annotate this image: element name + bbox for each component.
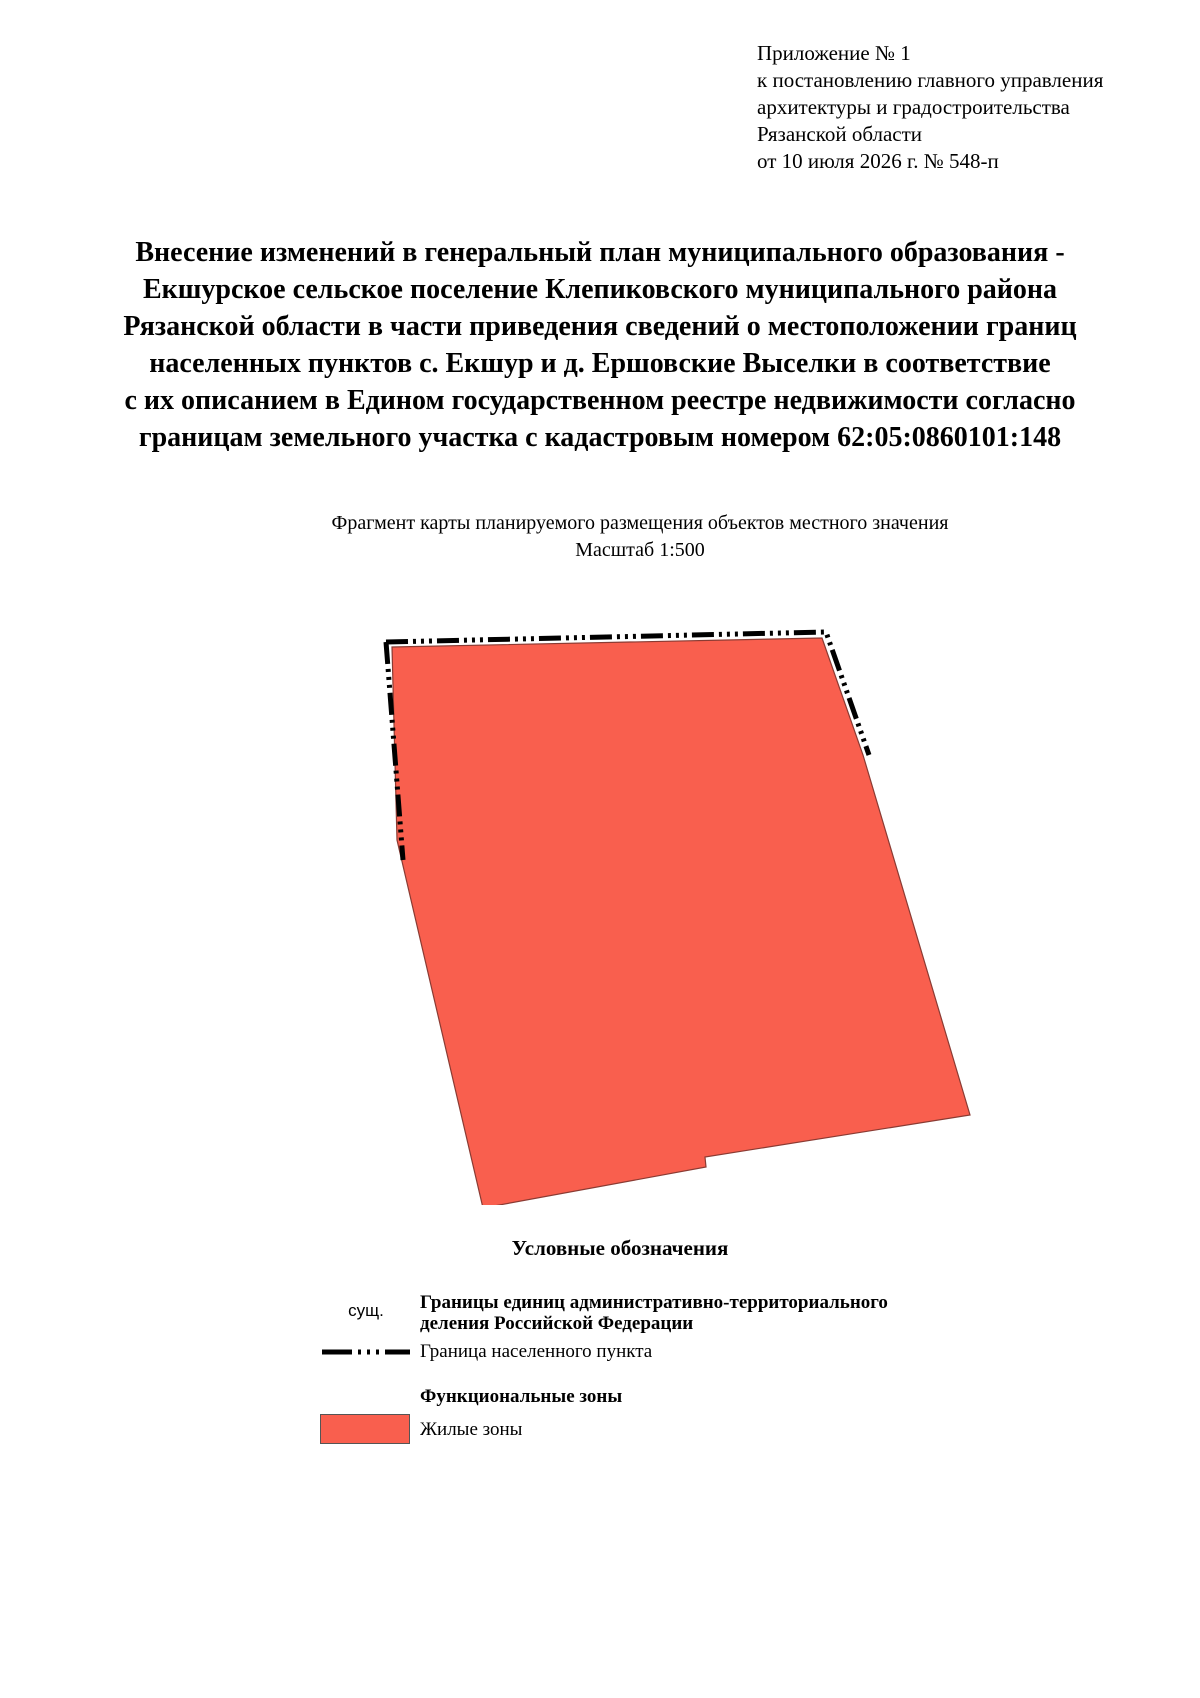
admin-boundary-label-line: деления Российской Федерации <box>420 1313 694 1334</box>
title-line: с их описанием в Едином государственном реестре недвижимости согласно <box>124 385 1076 416</box>
legend-item-settlement-boundary <box>320 1340 1020 1370</box>
legend-zones-header-row <box>320 1386 1020 1416</box>
legend-title: Условные обозначения <box>511 1236 729 1260</box>
settlement-boundary-label: Граница населенного пункта <box>420 1341 653 1362</box>
appendix-line: от 10 июля 2026 г. № 548-п <box>757 149 999 173</box>
title-line: Рязанской области в части приведения сведений о местоположении границ <box>123 311 1077 342</box>
legend-item-residential <box>320 1414 1020 1446</box>
appendix-line: Приложение № 1 <box>757 41 911 65</box>
appendix-line: Рязанской области <box>757 122 923 146</box>
settlement-boundary-symbol <box>320 1340 412 1364</box>
admin-boundary-symbol: сущ. <box>348 1301 384 1320</box>
map-fragment <box>370 615 980 1205</box>
title-line: Внесение изменений в генеральный план муниципального образования - <box>135 237 1065 268</box>
admin-boundary-label-line: Границы единиц административно-территориального <box>420 1292 888 1313</box>
map-caption <box>200 510 1080 564</box>
title-line: границам земельного участка с кадастровым номером 62:05:0860101:148 <box>138 422 1062 453</box>
admin-boundary-label <box>420 1292 888 1334</box>
residential-zone-swatch <box>320 1414 410 1444</box>
title-line: Екшурское сельское поселение Клепиковского муниципального района <box>142 274 1058 305</box>
appendix-line: к постановлению главного управления <box>757 68 1104 92</box>
title-line: населенных пунктов с. Екшур и д. Ершовские Выселки в соответствие <box>149 348 1051 379</box>
document-title <box>60 234 1140 456</box>
appendix-block <box>757 40 1177 175</box>
legend-item-admin-boundary <box>320 1292 1020 1342</box>
residential-zone-label: Жилые зоны <box>420 1419 523 1440</box>
map-fragment-caption: Фрагмент карты планируемого размещения объектов местного значения <box>331 512 949 534</box>
appendix-line: архитектуры и градостроительства <box>757 95 1070 119</box>
functional-zones-header: Функциональные зоны <box>420 1386 623 1407</box>
map-scale: Масштаб 1:500 <box>575 539 705 561</box>
residential-zone-polygon <box>392 638 970 1205</box>
